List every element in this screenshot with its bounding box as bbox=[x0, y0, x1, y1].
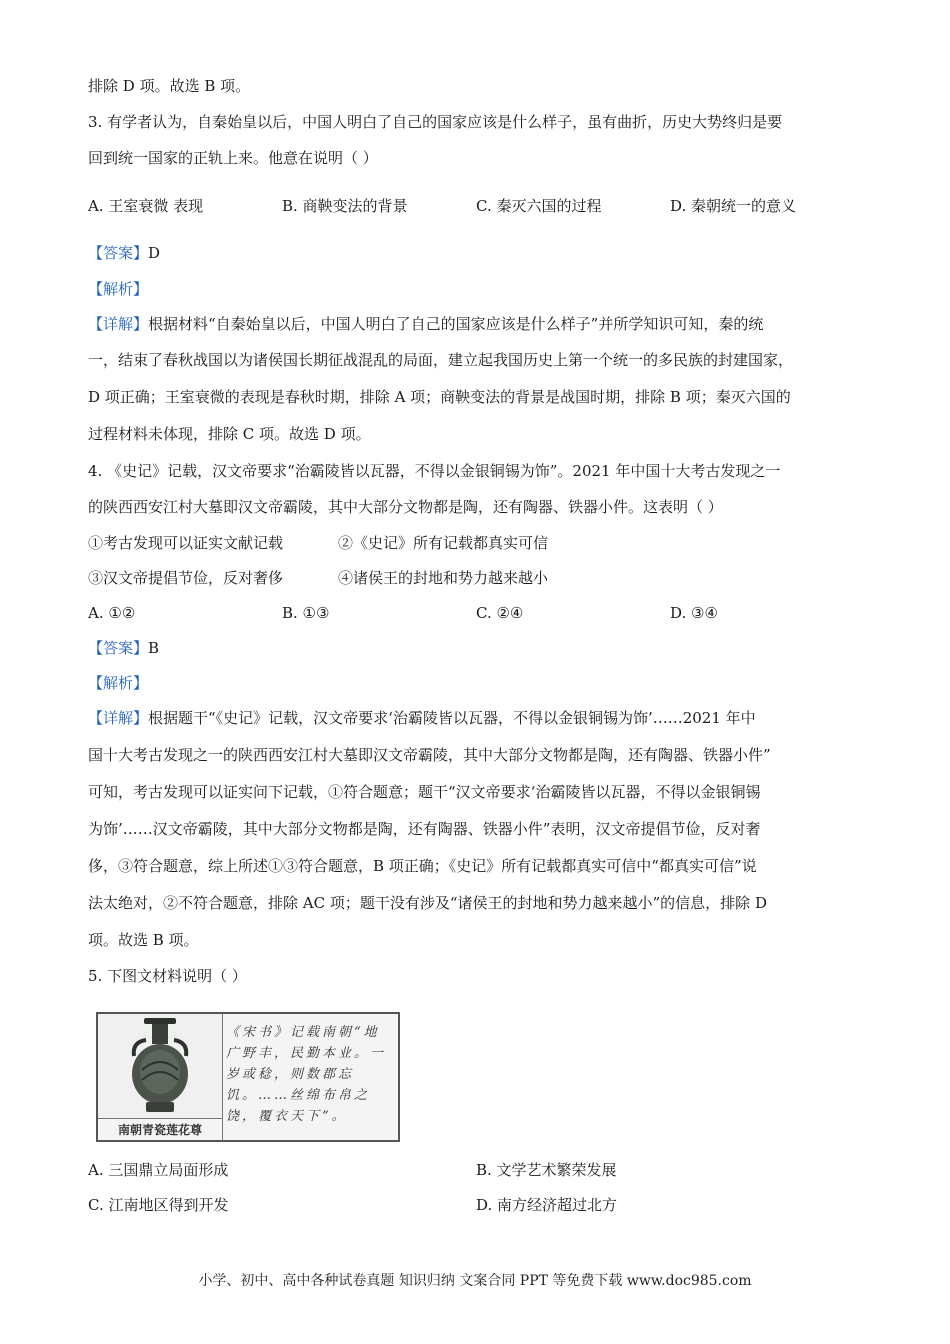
q4-option-a: A. ①② bbox=[88, 604, 136, 622]
analysis-label: 【解析】 bbox=[88, 280, 149, 298]
text-line: 排除 D 项。故选 B 项。 bbox=[88, 77, 251, 95]
q4-option-d: D. ③④ bbox=[670, 604, 718, 622]
q3-option-d: D. 秦朝统一的意义 bbox=[670, 197, 797, 215]
answer-label: 【答案】 bbox=[88, 244, 149, 262]
q3-answer-row bbox=[88, 243, 160, 263]
detail-text: 根据材料“自秦始皇以后，中国人明白了自己的国家应该是什么样子”并所学知识可知，秦的统 bbox=[148, 315, 764, 333]
q3-detail-line: D 项正确；王室衰微的表现是春秋时期，排除 A 项；商鞅变法的背景是战国时期，排除 B 项；秦灭六国的 bbox=[88, 388, 791, 406]
answer-label: 【答案】 bbox=[88, 639, 149, 657]
lotus-vase-icon bbox=[98, 1014, 222, 1118]
q4-option-c: C. ②④ bbox=[476, 604, 524, 622]
q4-statement-4: ④诸侯王的封地和势力越来越小 bbox=[338, 569, 549, 587]
q5-option-d: D. 南方经济超过北方 bbox=[476, 1196, 618, 1214]
question-4-stem-cont: 的陕西西安江村大墓即汉文帝霸陵，其中大部分文物都是陶，还有陶器、铁器小件。这表明（ ） bbox=[88, 498, 723, 516]
answer-value: B bbox=[148, 639, 160, 657]
question-3-stem: 3. 有学者认为，自秦始皇以后，中国人明白了自己的国家应该是什么样子，虽有曲折，历史大势终归是要 bbox=[88, 113, 783, 131]
q4-detail-line: 项。故选 B 项。 bbox=[88, 931, 199, 949]
detail-text: 根据题干“《史记》记载，汉文帝要求‘治霸陵皆以瓦器，不得以金银铜锡为饰’……2021 年中 bbox=[148, 709, 756, 727]
q4-detail-line: 法太绝对，②不符合题意，排除 AC 项；题干没有涉及“诸侯王的封地和势力越来越小”的信息，排除 D bbox=[88, 894, 767, 912]
q4-detail-line: 国十大考古发现之一的陕西西安江村大墓即汉文帝霸陵，其中大部分文物都是陶，还有陶器、铁器小件” bbox=[88, 746, 771, 764]
q4-answer-row bbox=[88, 638, 159, 658]
vase-image bbox=[98, 1014, 223, 1118]
q3-option-a: A. 王室衰微 表现 bbox=[88, 197, 204, 215]
q3-detail-line bbox=[88, 314, 763, 334]
q4-option-b: B. ①③ bbox=[282, 604, 330, 622]
q4-detail-line: 侈，③符合题意，综上所述①③符合题意，B 项正确；《史记》所有记载都真实可信中“都真实可信”说 bbox=[88, 857, 757, 875]
q3-option-b: B. 商鞅变法的背景 bbox=[282, 197, 408, 215]
question-3-stem-cont: 回到统一国家的正轨上来。他意在说明（ ） bbox=[88, 149, 378, 167]
q4-statement-1: ①考古发现可以证实文献记载 bbox=[88, 534, 284, 552]
detail-label: 【详解】 bbox=[88, 315, 149, 333]
q3-detail-line: 过程材料未体现，排除 C 项。故选 D 项。 bbox=[88, 425, 371, 443]
q5-option-c: C. 江南地区得到开发 bbox=[88, 1196, 229, 1214]
q3-option-c: C. 秦灭六国的过程 bbox=[476, 197, 602, 215]
figure-caption: 南朝青瓷莲花尊 bbox=[98, 1118, 223, 1141]
q4-detail-line: 为饰’……汉文帝霸陵，其中大部分文物都是陶，还有陶器、铁器小件”表明，汉文帝提倡节俭，反对奢 bbox=[88, 820, 761, 838]
q5-option-a: A. 三国鼎立局面形成 bbox=[88, 1161, 229, 1179]
analysis-label: 【解析】 bbox=[88, 674, 149, 692]
question-5-stem: 5. 下图文材料说明（ ） bbox=[88, 967, 247, 985]
question-4-stem: 4. 《史记》记载，汉文帝要求“治霸陵皆以瓦器，不得以金银铜锡为饰”。2021 年中国十大考古发现之一 bbox=[88, 462, 781, 480]
q3-detail-line: 一，结束了春秋战国以为诸侯国长期征战混乱的局面，建立起我国历史上第一个统一的多民族的封建国家， bbox=[88, 351, 794, 369]
material-figure bbox=[96, 1012, 400, 1142]
q4-statement-3: ③汉文帝提倡节俭，反对奢侈 bbox=[88, 569, 284, 587]
q4-detail-line bbox=[88, 708, 756, 728]
q4-statement-2: ②《史记》所有记载都真实可信 bbox=[338, 534, 549, 552]
answer-value: D bbox=[148, 244, 161, 262]
q4-detail-line: 可知，考古发现可以证实问下记载，①符合题意；题干“汉文帝要求‘治霸陵皆以瓦器，不得以金银铜锡 bbox=[88, 783, 761, 801]
detail-label: 【详解】 bbox=[88, 709, 149, 727]
figure-text: 《宋书》记载南朝“地广野丰，民勤本业。一岁或稔，则数郡忘饥。……丝绵布帛之饶，覆衣天下”。 bbox=[226, 1025, 387, 1124]
page-footer: 小学、初中、高中各种试卷真题 知识归纳 文案合同 PPT 等免费下载 www.doc985.com bbox=[198, 1273, 752, 1289]
q5-option-b: B. 文学艺术繁荣发展 bbox=[476, 1161, 617, 1179]
